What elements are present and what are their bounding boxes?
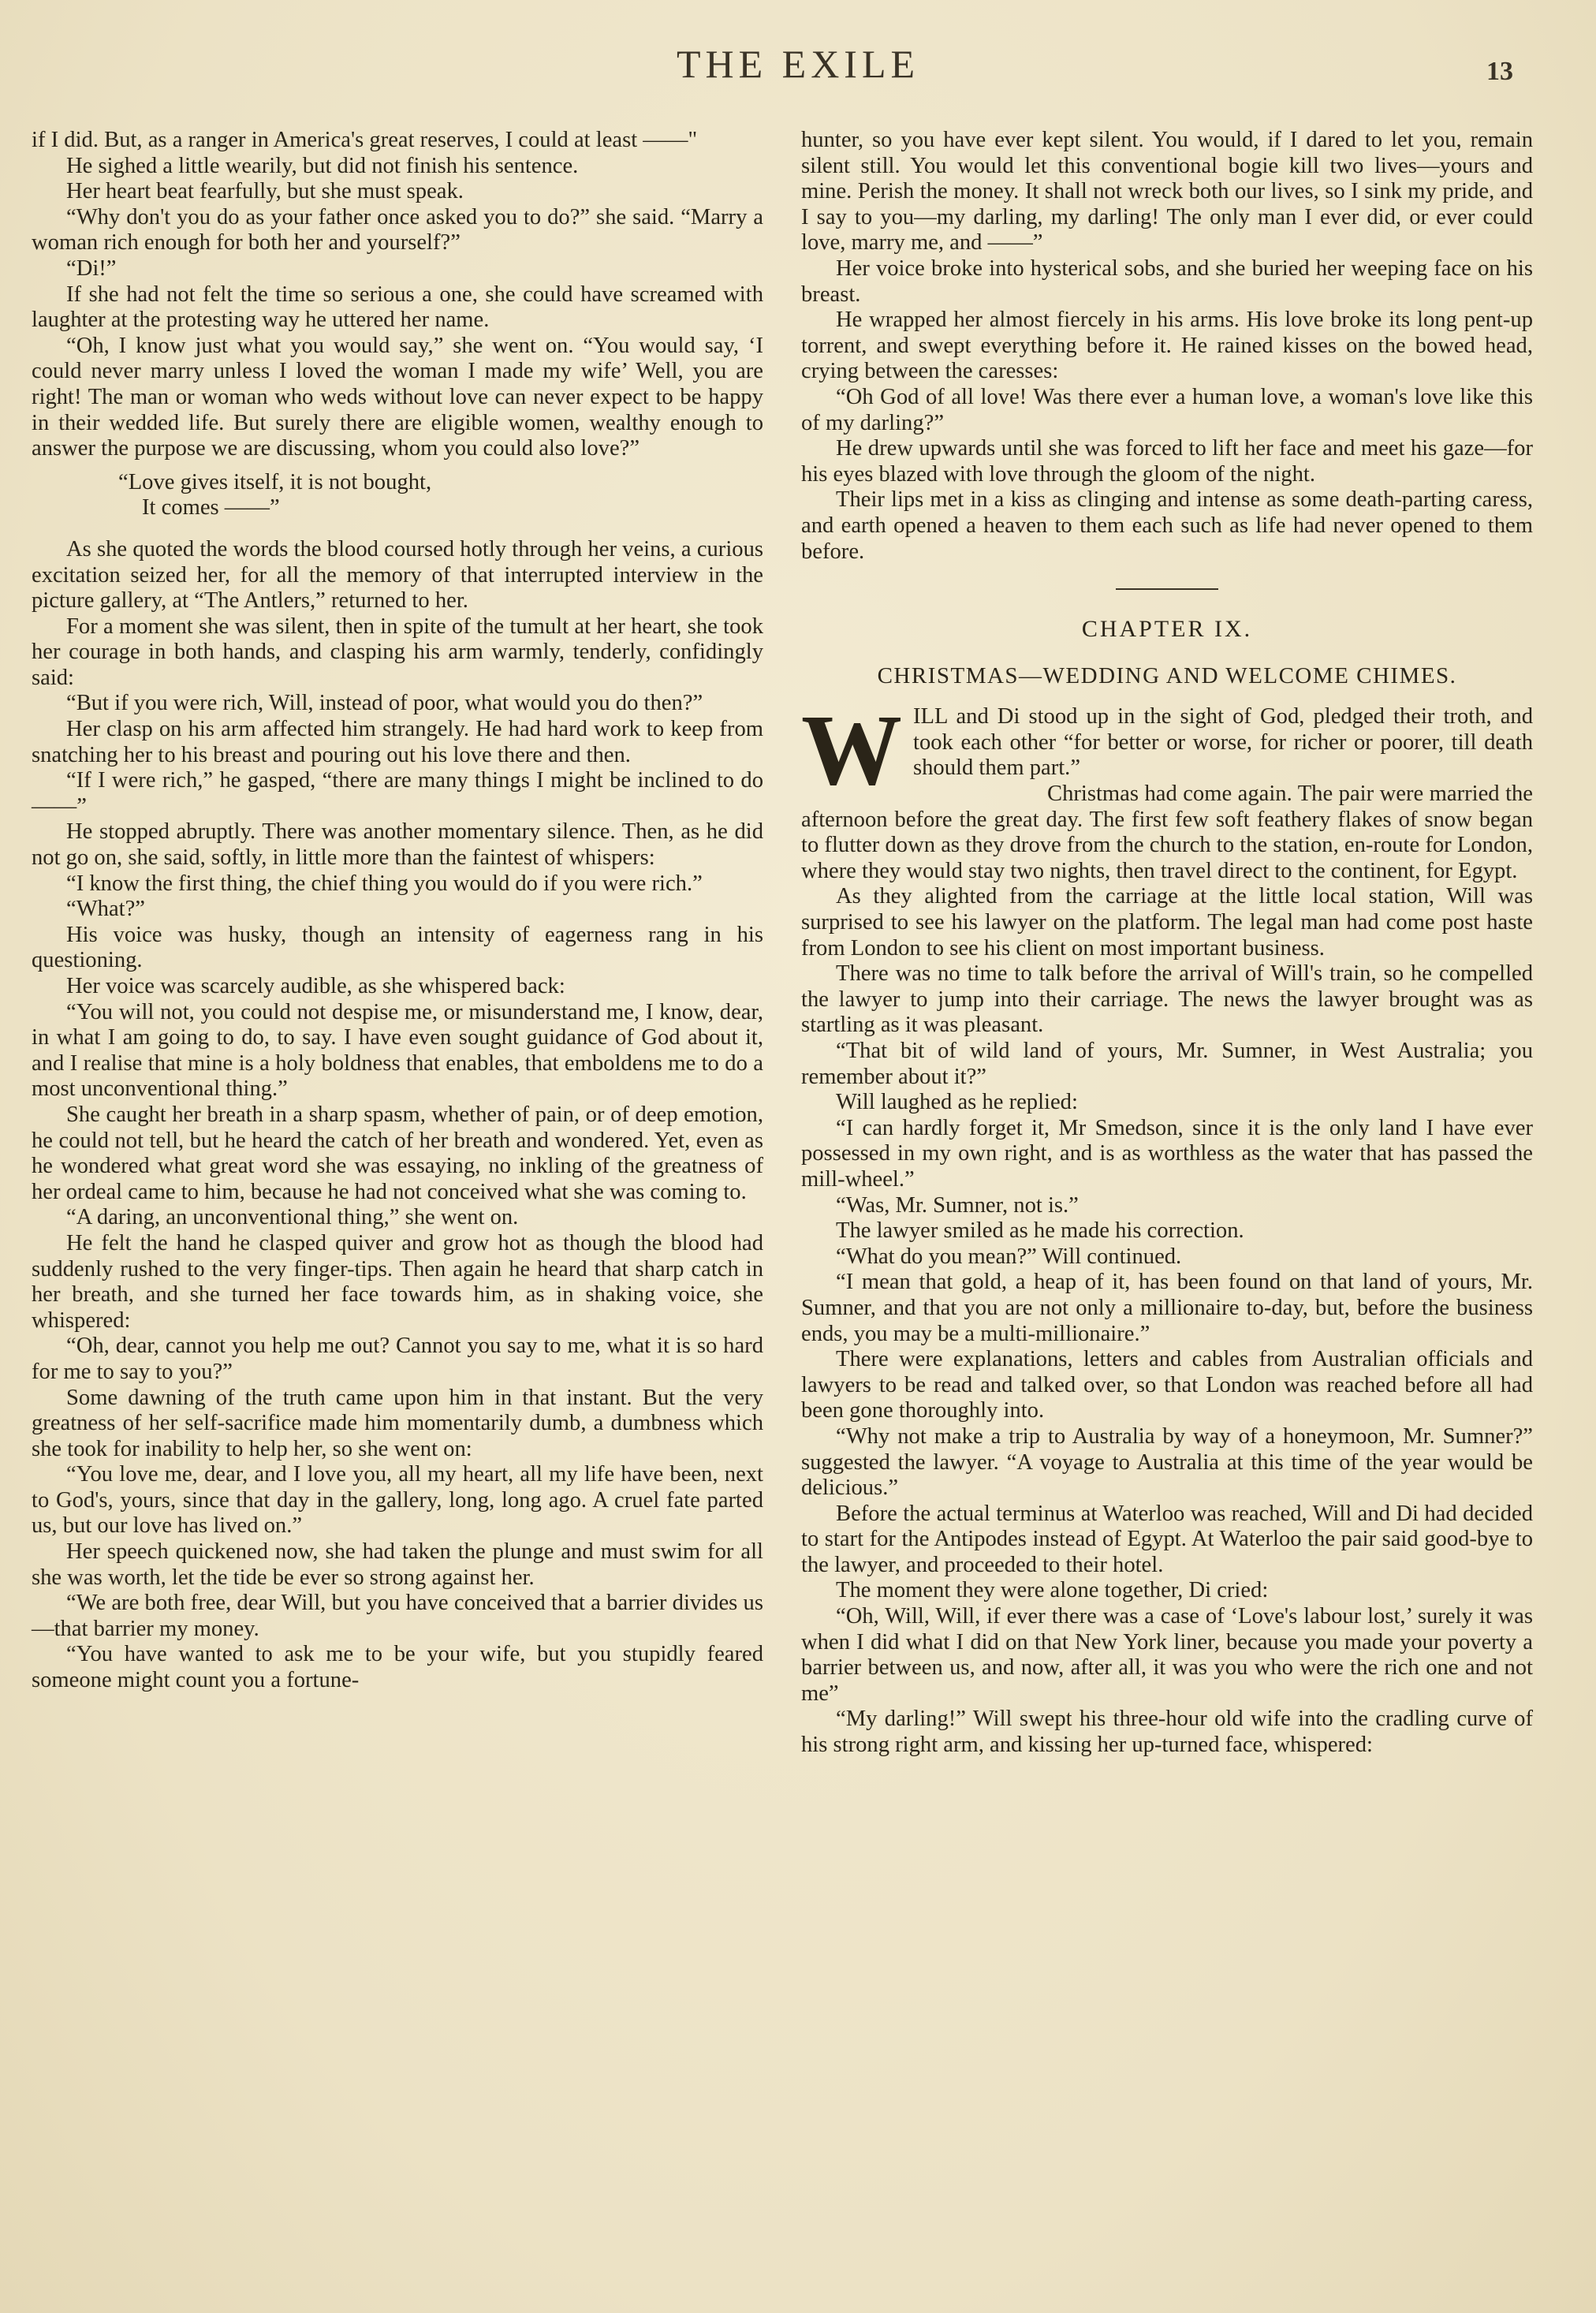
paragraph: He sighed a little wearily, but did not finish his sentence.: [66, 153, 579, 178]
paragraph: He felt the hand he clasped quiver and grow hot as though the blood had suddenly rushed to the very finger-tips. Then again he heard that sharp catch in her breath, and she turned her face towards him, as in shaking voice, she whispered:: [32, 1230, 763, 1333]
paragraph: “If I were rich,” he gasped, “there are many things I might be inclined to do ——”: [32, 768, 763, 819]
paragraph: “What do you mean?” Will continued.: [836, 1244, 1182, 1269]
paragraph: She caught her breath in a sharp spasm, whether of pain, or of deep emotion, he could not tell, but he heard the catch of her breath and wondered. Yet, even as he wondered what great word she was essaying, no inkling of the greatness of her ordeal came to him, because he had not conceived what she was coming to.: [32, 1102, 763, 1204]
right-column: [801, 128, 1533, 1759]
paragraph: If she had not felt the time so serious a one, she could have screamed with laughter at the protesting way he uttered her name.: [32, 282, 763, 333]
drop-cap: W: [801, 694, 902, 807]
paragraph: He wrapped her almost fiercely in his arms. His love broke its long pent-up torrent, and swept everything before it. He rained kisses on the bowed head, crying between the caresses:: [801, 308, 1533, 384]
paragraph: He stopped abruptly. There was another momentary silence. Then, as he did not go on, she said, softly, in little more than the faintest of whispers:: [32, 819, 763, 871]
paragraph: He drew upwards until she was forced to lift her face and meet his gaze—for his eyes blazed with love through the gloom of the night.: [801, 436, 1533, 487]
page-number: 13: [1486, 57, 1513, 86]
running-title: THE EXILE: [676, 42, 920, 86]
chapter-opening: [801, 694, 1533, 807]
paragraph: Her voice was scarcely audible, as she whispered back:: [66, 974, 565, 998]
paragraph: “But if you were rich, Will, instead of poor, what would you do then?”: [66, 691, 703, 716]
paragraph: “You love me, dear, and I love you, all my heart, all my life have been, next to God's, yours, since that day in the gallery, long, long ago. A cruel fate parted us, but our love has lived on.”: [32, 1462, 763, 1539]
paragraph: Her speech quickened now, she had taken the plunge and must swim for all she was worth, let the tide be ever so strong against her.: [32, 1539, 763, 1590]
paragraph: “We are both free, dear Will, but you have conceived that a barrier divides us—that barrier my money.: [32, 1591, 763, 1641]
verse-line: “Love gives itself, it is not bought,: [118, 469, 432, 494]
paragraph: Some dawning of the truth came upon him in that instant. But the very greatness of her self-sacrifice made him momentarily dumb, a dumbness which she took for inability to help her, so she went on:: [32, 1385, 763, 1461]
paragraph: Christmas had come again. The pair were married the afternoon before the great day. The first few soft feathery flakes of snow began to flutter down as they drove from the church to the station, en-route for London, where they would stay two nights, then travel direct to the continent, for Egypt.: [801, 782, 1533, 883]
paragraph: As they alighted from the carriage at the little local station, Will was surprised to see his lawyer on the platform. The legal man had come post haste from London to see his client on most important business.: [801, 884, 1533, 961]
paragraph: For a moment she was silent, then in spite of the tumult at her heart, she took her courage in both hands, and clasping his arm warmly, tenderly, confidingly said:: [32, 614, 763, 690]
left-column: [32, 128, 763, 1694]
paragraph: “Di!”: [66, 256, 117, 281]
paragraph: Her heart beat fearfully, but she must speak.: [66, 179, 464, 204]
paragraph: “Why don't you do as your father once asked you to do?” she said. “Marry a woman rich enough for both her and yourself?”: [32, 204, 763, 256]
paragraph: “I mean that gold, a heap of it, has been found on that land of yours, Mr. Sumner, and that you are not only a millionaire to-day, but, before the business ends, you may be a multi-millionaire.”: [801, 1270, 1533, 1346]
paragraph: “A daring, an unconventional thing,” she went on.: [66, 1205, 519, 1230]
paragraph: “Oh, dear, cannot you help me out? Cannot you say to me, what it is so hard for me to say to you?”: [32, 1334, 763, 1384]
paragraph: “You will not, you could not despise me, or misunderstand me, I know, dear, in what I am going to do, to say. I have even sought guidance of God about it, and I realise that mine is a holy boldness that enables, that emboldens me to do a most unconventional thing.”: [32, 999, 763, 1102]
paragraph: “Was, Mr. Sumner, not is.”: [836, 1192, 1079, 1218]
paragraph: There were explanations, letters and cables from Australian officials and lawyers to be read and talked over, so that London was reached before all had been gone thoroughly into.: [801, 1347, 1533, 1423]
paragraph: Will laughed as he replied:: [836, 1090, 1078, 1115]
paragraph: Before the actual terminus at Waterloo was reached, Will and Di had decided to start for the Antipodes instead of Egypt. At Waterloo the pair said good-bye to the lawyer, and proceeded to their hotel.: [801, 1501, 1533, 1577]
paragraph: “Oh God of all love! Was there ever a human love, a woman's love like this of my darling?”: [801, 384, 1533, 435]
paragraph: ILL and Di stood up in the sight of God, pledged their troth, and took each other “for better or worse, for richer or poorer, till death should them part.”: [913, 704, 1533, 781]
paragraph: Their lips met in a kiss as clinging and intense as some death-parting caress, and earth opened a heaven to them each such as life had never opened to them before.: [801, 487, 1533, 564]
paragraph: “Why not make a trip to Australia by way of a honeymoon, Mr. Sumner?” suggested the lawyer. “A voyage to Australia at this time of the year would be delicious.”: [801, 1423, 1533, 1501]
paragraph: “My darling!” Will swept his three-hour old wife into the cradling curve of his strong right arm, and kissing her up-turned face, whispered:: [801, 1707, 1533, 1758]
paragraph: “I can hardly forget it, Mr Smedson, since it is the only land I have ever possessed in my own right, and is as worthless as the water that has passed the mill-wheel.”: [801, 1115, 1533, 1192]
paragraph: “Oh, I know just what you would say,” she went on. “You would say, ‘I could never marry unless I loved the woman I made my wife’ Well, you are right! The man or woman who weds without love can never expect to be happy in their wedded life. But surely there are eligible women, wealthy enough to answer the purpose we are discussing, whom you could also love?”: [32, 333, 763, 461]
paragraph: “I know the first thing, the chief thing you would do if you were rich.”: [66, 871, 703, 896]
verse-line: It comes ——”: [142, 495, 280, 520]
paragraph: His voice was husky, though an intensity of eagerness rang in his questioning.: [32, 922, 763, 973]
section-divider: [1116, 588, 1218, 590]
paragraph: There was no time to talk before the arrival of Will's train, so he compelled the lawyer to jump into their carriage. The news the lawyer brought was as startling as it was pleasant.: [801, 961, 1533, 1038]
paragraph: “What?”: [66, 897, 145, 922]
paragraph: The lawyer smiled as he made his correction.: [836, 1218, 1244, 1244]
paragraph: The moment they were alone together, Di cried:: [836, 1578, 1269, 1603]
chapter-number: CHAPTER IX.: [1081, 616, 1253, 643]
paragraph: “That bit of wild land of yours, Mr. Sumner, in West Australia; you remember about it?”: [801, 1039, 1533, 1089]
chapter-title: CHRISTMAS—WEDDING AND WELCOME CHIMES.: [877, 662, 1457, 688]
paragraph: Her clasp on his arm affected him strangely. He had hard work to keep from snatching her to his breast and pouring out his love there and then.: [32, 717, 763, 767]
paragraph: Her voice broke into hysterical sobs, and she buried her weeping face on his breast.: [801, 256, 1533, 307]
paragraph: “You have wanted to ask me to be your wife, but you stupidly feared someone might count you a fortune-: [32, 1642, 763, 1693]
verse-quote: [32, 470, 763, 521]
paragraph: As she quoted the words the blood coursed hotly through her veins, a curious excitation seized her, for all the memory of that interrupted interview in the picture gallery, at “The Antlers,” returned to her.: [32, 536, 763, 614]
paragraph: hunter, so you have ever kept silent. You would, if I dared to let you, remain silent still. You would let this conventional bogie kill two lives—yours and mine. Perish the money. It shall not wreck both our lives, so I sink my pride, and I say to you—my darling, my darling! The only man I ever did, or ever could love, marry me, and ——”: [801, 128, 1533, 256]
paragraph: “Oh, Will, Will, if ever there was a case of ‘Love's labour lost,’ surely it was when I did what I did on that New York liner, because you made your poverty a barrier between us, and now, after all, it was you who were the rich one and not me”: [801, 1604, 1533, 1706]
paragraph: if I did. But, as a ranger in America's great reserves, I could at least ——": [32, 128, 698, 152]
